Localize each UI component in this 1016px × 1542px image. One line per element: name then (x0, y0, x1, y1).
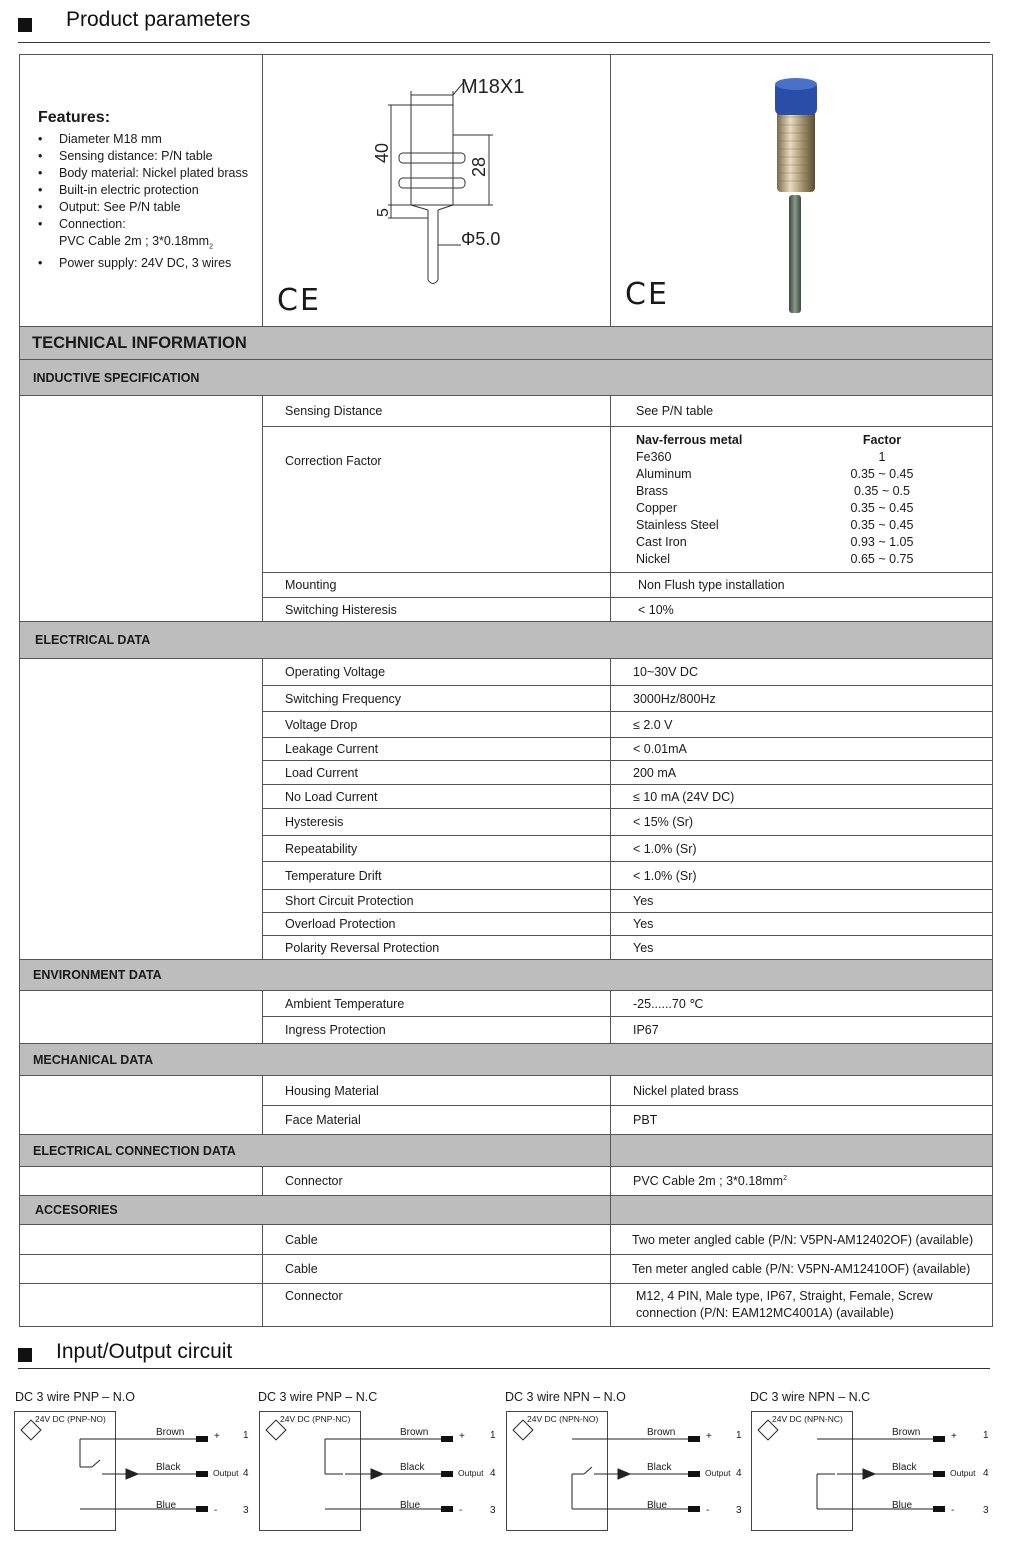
spec-value: Ten meter angled cable (P/N: V5PN-AM12410OF) (available) (611, 1255, 993, 1284)
wire-label-blue: Blue (400, 1500, 421, 1511)
spec-label: Ambient Temperature (263, 991, 611, 1017)
spacer-cell (20, 396, 263, 622)
cf-header-metal: Nav-ferrous metal (636, 432, 743, 447)
pin-4: 4 (736, 1468, 742, 1479)
section-title: Input/Output circuit (56, 1340, 233, 1363)
pin-1: 1 (983, 1430, 989, 1441)
spec-label: Ingress Protection (263, 1017, 611, 1044)
spacer-cell (20, 1076, 263, 1135)
feature-connection-sub: 2 (209, 243, 213, 251)
spec-label: Switching Histeresis (263, 598, 611, 622)
cf-factor: 0.35 ~ 0.45 (850, 500, 914, 515)
accessories-title: ACCESORIES (20, 1196, 611, 1225)
spec-value: PBT (611, 1106, 993, 1135)
spec-label: Overload Protection (263, 913, 611, 936)
pin-4: 4 (983, 1468, 989, 1479)
spec-value: -25......70 ℃ (611, 991, 993, 1017)
technical-information-title: TECHNICAL INFORMATION (20, 327, 993, 360)
circuit-tag: 24V DC (NPN-NO) (527, 1414, 599, 1424)
wire-output: Output (950, 1468, 976, 1478)
connector-value: PVC Cable 2m ; 3*0.18mm (633, 1174, 784, 1188)
cf-factor: 1 (878, 449, 886, 464)
cf-metal: Nickel (636, 551, 671, 566)
cable-diameter-label: Φ5.0 (461, 229, 501, 249)
cf-metal: Cast Iron (636, 534, 687, 549)
spec-value: < 1.0% (Sr) (611, 836, 993, 862)
spec-label: Face Material (263, 1106, 611, 1135)
cf-factor: 0.35 ~ 0.45 (850, 466, 914, 481)
inductive-spec-title: INDUCTIVE SPECIFICATION (20, 360, 993, 396)
spec-value: < 0.01mA (611, 738, 993, 761)
spec-label: Temperature Drift (263, 862, 611, 890)
cf-factor: 0.35 ~ 0.5 (854, 483, 910, 498)
pin-3: 3 (243, 1505, 249, 1516)
feature-item: • Power supply: 24V DC, 3 wires (38, 255, 262, 272)
section-header-io-circuit (18, 1337, 990, 1369)
pin-3: 3 (490, 1505, 496, 1516)
spec-value: ≤ 10 mA (24V DC) (611, 785, 993, 809)
spacer-cell (20, 659, 263, 960)
spec-value: Yes (611, 890, 993, 913)
pin-1: 1 (736, 1430, 742, 1441)
feature-connection-detail: PVC Cable 2m ; 3*0.18mm (59, 233, 210, 248)
spec-label: Correction Factor (263, 427, 611, 573)
spec-label: Connector (263, 1167, 611, 1196)
total-length-label: 40 (372, 142, 392, 163)
spec-value: M12, 4 PIN, Male type, IP67, Straight, Female, Screw connection (P/N: EAM12MC4001A) (available) (611, 1284, 993, 1327)
spec-label: Operating Voltage (263, 659, 611, 686)
correction-factor-table (611, 427, 993, 573)
spec-value: < 1.0% (Sr) (611, 862, 993, 890)
spec-value: Yes (611, 913, 993, 936)
circuit-title: DC 3 wire PNP – N.C (258, 1390, 378, 1404)
spec-value: Non Flush type installation (611, 573, 993, 598)
spec-value (611, 1167, 993, 1196)
wire-output: Output (458, 1468, 484, 1478)
spec-value: IP67 (611, 1017, 993, 1044)
spec-value: < 10% (611, 598, 993, 622)
spec-label: Repeatability (263, 836, 611, 862)
wire-output: Output (213, 1468, 239, 1478)
ce-mark-icon: CE (277, 283, 321, 318)
spec-value: Yes (611, 936, 993, 960)
cf-metal: Aluminum (636, 466, 692, 481)
spec-label: Voltage Drop (263, 712, 611, 738)
feature-item: • Sensing distance: P/N table (38, 148, 262, 165)
ce-mark-icon: CE (625, 277, 669, 312)
spec-label: Cable (263, 1225, 611, 1255)
circuit-tag: 24V DC (PNP-NC) (280, 1414, 351, 1424)
wire-plus: + (214, 1431, 220, 1442)
circuit-tag: 24V DC (NPN-NC) (772, 1414, 843, 1424)
spec-value: See P/N table (611, 396, 993, 427)
wire-minus: - (951, 1505, 955, 1516)
wire-minus: - (706, 1505, 710, 1516)
spec-label: Sensing Distance (263, 396, 611, 427)
spec-label: Polarity Reversal Protection (263, 936, 611, 960)
spec-label: Short Circuit Protection (263, 890, 611, 913)
wire-label-brown: Brown (892, 1427, 921, 1438)
features-title: Features: (38, 108, 111, 126)
wire-minus: - (459, 1505, 463, 1516)
spec-label: Hysteresis (263, 809, 611, 836)
spec-value: 10~30V DC (611, 659, 993, 686)
band-spacer (611, 1196, 993, 1225)
dimension-drawing-cell (263, 55, 611, 327)
circuit-title: DC 3 wire PNP – N.O (15, 1390, 135, 1404)
wire-label-black: Black (647, 1462, 672, 1473)
spacer-cell (20, 1167, 263, 1196)
cf-metal: Fe360 (636, 449, 672, 464)
pin-1: 1 (243, 1430, 249, 1441)
spec-value: ≤ 2.0 V (611, 712, 993, 738)
features-list (38, 131, 262, 273)
spacer-cell (20, 991, 263, 1044)
cf-factor: 0.93 ~ 1.05 (850, 534, 914, 549)
feature-item: • Diameter M18 mm (38, 131, 262, 148)
wire-label-brown: Brown (156, 1427, 185, 1438)
feature-item: • Built-in electric protection (38, 182, 262, 199)
spec-value: < 15% (Sr) (611, 809, 993, 836)
section-title: Product parameters (66, 8, 251, 31)
spec-value: Two meter angled cable (P/N: V5PN-AM12402OF) (available) (611, 1225, 993, 1255)
circuit-title: DC 3 wire NPN – N.C (750, 1390, 871, 1404)
wire-plus: + (951, 1431, 957, 1442)
cf-factor: 0.65 ~ 0.75 (850, 551, 914, 566)
wire-label-black: Black (892, 1462, 917, 1473)
feature-item: • Body material: Nickel plated brass (38, 165, 262, 182)
circuit-wiring-diagram (0, 1405, 1016, 1535)
wire-label-black: Black (156, 1462, 181, 1473)
thread-label: M18X1 (461, 76, 525, 98)
feature-connection-label: Connection: (59, 216, 126, 231)
electrical-data-title: ELECTRICAL DATA (20, 622, 993, 659)
cf-metal: Copper (636, 500, 677, 515)
product-photo-cell (611, 55, 993, 327)
wire-plus: + (459, 1431, 465, 1442)
pin-3: 3 (736, 1505, 742, 1516)
pin-1: 1 (490, 1430, 496, 1441)
bullet-square-icon (18, 1348, 32, 1362)
wire-label-blue: Blue (156, 1500, 177, 1511)
cf-header-factor: Factor (862, 432, 902, 447)
spacer-cell (20, 1284, 263, 1327)
spec-label: Switching Frequency (263, 686, 611, 712)
spacer-cell (20, 1255, 263, 1284)
spec-label: Leakage Current (263, 738, 611, 761)
spec-label: Mounting (263, 573, 611, 598)
face-length-label: 5 (375, 208, 392, 217)
wire-plus: + (706, 1431, 712, 1442)
wire-label-brown: Brown (647, 1427, 676, 1438)
pin-4: 4 (243, 1468, 249, 1479)
wire-label-blue: Blue (647, 1500, 668, 1511)
cf-metal: Brass (636, 483, 668, 498)
feature-item: • Output: See P/N table (38, 199, 262, 216)
spec-label: Housing Material (263, 1076, 611, 1106)
thread-length-label: 28 (469, 156, 489, 177)
connector-sup: 2 (783, 1174, 787, 1182)
feature-item (38, 216, 262, 256)
spec-label: Cable (263, 1255, 611, 1284)
circuit-tag: 24V DC (PNP-NO) (35, 1414, 106, 1424)
bullet-square-icon (18, 18, 32, 32)
features-cell (20, 55, 263, 327)
spec-value: 200 mA (611, 761, 993, 785)
spec-label: Connector (263, 1284, 611, 1327)
wire-label-black: Black (400, 1462, 425, 1473)
connection-data-title: ELECTRICAL CONNECTION DATA (20, 1135, 611, 1167)
spec-table (19, 54, 993, 1327)
environment-data-title: ENVIRONMENT DATA (20, 960, 993, 991)
spacer-cell (20, 1225, 263, 1255)
wire-minus: - (214, 1505, 218, 1516)
wire-label-brown: Brown (400, 1427, 429, 1438)
section-header-product-parameters (18, 6, 990, 43)
mechanical-data-title: MECHANICAL DATA (20, 1044, 993, 1076)
pin-3: 3 (983, 1505, 989, 1516)
circuit-title: DC 3 wire NPN – N.O (505, 1390, 626, 1404)
spec-value: 3000Hz/800Hz (611, 686, 993, 712)
cf-metal: Stainless Steel (636, 517, 719, 532)
spec-label: Load Current (263, 761, 611, 785)
cf-factor: 0.35 ~ 0.45 (850, 517, 914, 532)
pin-4: 4 (490, 1468, 496, 1479)
spec-value: Nickel plated brass (611, 1076, 993, 1106)
spec-label: No Load Current (263, 785, 611, 809)
wire-label-blue: Blue (892, 1500, 913, 1511)
wire-output: Output (705, 1468, 731, 1478)
band-spacer (611, 1135, 993, 1167)
